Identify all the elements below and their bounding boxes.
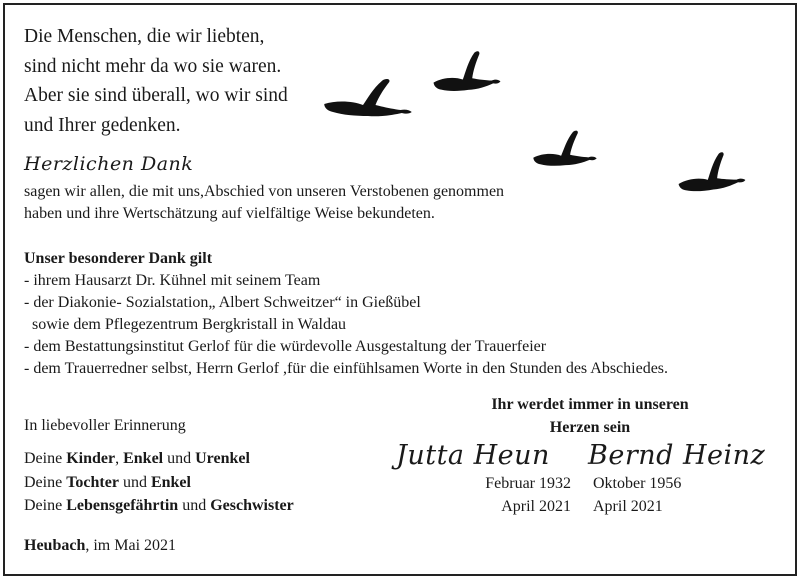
text: Deine [24,497,67,514]
signer-lebensgefaehrtin: Lebensgefährtin [66,497,179,514]
thanks-line: haben und ihre Wertschätzung auf vielfältige Weise bekundeten. [24,205,435,222]
special-thanks-item: sowie dem Pflegezentrum Bergkristall in Waldau [24,316,347,333]
death-date-2: April 2021 [593,498,663,515]
birth-date-2: Oktober 1956 [593,475,682,492]
special-thanks-item: - der Diakonie- Sozialstation„ Albert Schweitzer“ in Gießübel [24,294,421,311]
poem-line: sind nicht mehr da wo sie waren. [24,55,282,77]
special-thanks-heading: Unser besonderer Dank gilt [24,250,213,267]
memorial-line-2: Herzen sein [549,419,631,436]
deceased-name-1: Jutta Heun [396,440,550,471]
signers-line-2 [24,474,191,492]
signers-line-3 [24,497,294,515]
special-thanks-item: - ihrem Hausarzt Dr. Kühnel mit seinem Team [24,272,321,289]
birth-date-1: Februar 1932 [485,475,571,492]
signer-geschwister: Geschwister [210,497,294,514]
special-thanks-item: - dem Bestattungsinstitut Gerlof für die würdevolle Ausgestaltung der Trauerfeier [24,338,547,355]
signer-enkel: Enkel [123,450,164,467]
poem-line: und Ihrer gedenken. [24,114,181,136]
death-date-1: April 2021 [501,498,571,515]
flying-goose-icon [531,129,597,169]
text: , [115,450,124,467]
date: , im Mai 2021 [85,537,177,554]
poem-line: Die Menschen, die wir liebten, [24,26,265,47]
text: Deine [24,474,67,491]
signer-enkel: Enkel [150,474,191,491]
special-thanks-item: - dem Trauerredner selbst, Herrn Gerlof ,für die einfühlsamen Worte in den Stunden des Abschiedes. [24,360,669,377]
flying-goose-icon [324,79,412,116]
text: Deine [24,450,67,467]
place-date [24,537,176,555]
place: Heubach [24,537,86,554]
text: und [118,474,151,491]
signer-urenkel: Urenkel [195,450,250,467]
memorial-line-1: Ihr werdet immer in unseren [491,396,689,413]
deceased-name-2: Bernd Heinz [588,440,766,471]
signers-line-1 [24,450,250,468]
signer-tochter: Tochter [66,474,119,491]
flying-goose-icon [674,149,746,195]
thanks-text [24,181,504,225]
signer-kinder: Kinder [66,450,116,467]
thanks-heading: Herzlichen Dank [24,153,194,175]
remembrance-intro: In liebevoller Erinnerung [24,417,186,434]
thanks-line: sagen wir allen, die mit uns,Abschied von unseren Verstobenen genommen [24,183,505,200]
text: und [178,497,211,514]
text: und [163,450,196,467]
poem-line: Aber sie sind überall, wo wir sind [24,85,288,106]
special-thanks [24,248,668,380]
flying-goose-icon [430,49,501,95]
